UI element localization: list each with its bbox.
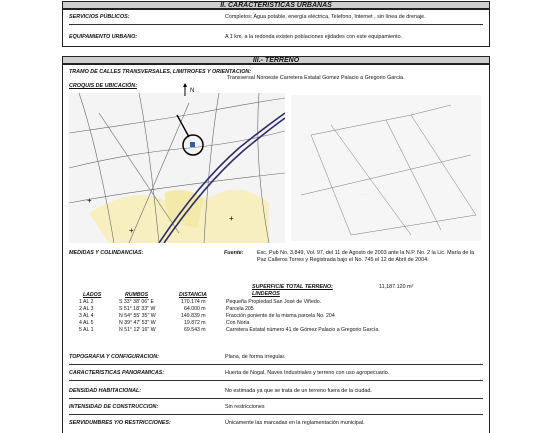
servicios-label: SERVICIOS PÚBLICOS:	[69, 14, 130, 20]
appraisal-page	[62, 0, 490, 433]
cell-lados: 4 AL 5	[79, 320, 94, 326]
table-row	[79, 306, 483, 313]
north-label: N	[190, 88, 195, 94]
servidumbres-label: SERVIDUMBRES Y/O RESTRICCIONES:	[69, 420, 171, 426]
cell-lados: 3 AL 4	[79, 313, 94, 319]
cell-rumbo: N 54° 55' 35" W	[119, 313, 156, 319]
topografia-label: TOPOGRAFIA Y CONFIGURACION:	[69, 354, 159, 360]
parcel-sketch	[291, 95, 481, 241]
cell-distancia: 149.839 m	[181, 313, 206, 319]
densidad-label: DENSIDAD HABITACIONAL:	[69, 388, 142, 394]
header-rumbos: RUMBOS	[125, 292, 149, 298]
equipamiento-label: EQUIPAMIENTO URBANO:	[69, 34, 138, 40]
header-distancia: DISTANCIA	[179, 292, 207, 298]
cell-lados: 5 AL 1	[79, 327, 94, 333]
divider	[69, 364, 483, 365]
cell-distancia: 19.872 m	[184, 320, 206, 326]
divider	[69, 24, 483, 25]
sketch-annotation: · · · ·	[361, 192, 368, 196]
intensidad-value: Sin restricciones	[225, 404, 265, 410]
cell-distancia: 64.000 m	[184, 306, 206, 312]
cell-colindancia: Carretera Estatal número 41 de Gómez Palacio a Gregorio García.	[226, 327, 380, 333]
cell-colindancia: Con Noria	[226, 320, 250, 326]
tramo-label: TRAMO DE CALLES TRANSVERSALES, LIMITROFES Y ORIENTACION:	[69, 69, 252, 75]
topografia-value: Plana, de forma irregular.	[225, 354, 286, 360]
cross-marker: +	[87, 196, 92, 205]
cross-marker: +	[229, 214, 234, 223]
linderos-label: LINDEROS	[252, 291, 280, 297]
cell-rumbo: N 51° 12' 16" W	[119, 327, 156, 333]
tramo-value: Transversal Noroeste Carretera Estatal Gomez Palacio a Gregorio Garcia.	[227, 75, 405, 81]
cell-rumbo: N 39° 47' 53" W	[119, 320, 156, 326]
panoramicas-value: Huerta de Nogal, Naves Industriales y terreno con uso agropecuario.	[225, 370, 390, 376]
location-map	[69, 93, 285, 243]
divider	[69, 414, 483, 415]
sketch-annotation: · · · · ·	[396, 148, 405, 152]
divider	[69, 398, 483, 399]
cell-colindancia: Fracción poniente de la misma parcela No. 204	[226, 313, 335, 319]
section-3-header: III.- TERRENO	[62, 56, 490, 64]
table-row	[79, 320, 483, 327]
servidumbres-value: Únicamente las marcadas en la reglamentación municipal.	[225, 420, 365, 426]
servicios-value: Completos: Agua potable, energía eléctrica, Telefono, Internet , sin línea de drenaje.	[225, 14, 426, 20]
medidas-label: MEDIDAS Y COLINDANCIAS:	[69, 250, 144, 256]
header-lados: LADOS	[83, 292, 102, 298]
fuente-text: Esc. Pub No. 3,849, Vol. 97, del 11 de Agosto de 2003 ante la N.P. No. 2 la Lic. María de la Paz Calleros Torres y Registrada bajo el No. 745 el 12 de Abril de 2004.	[257, 250, 475, 263]
superficie-value: 11,187.120 m²	[379, 284, 414, 290]
panoramicas-label: CARACTERISTICAS PANORAMICAS:	[69, 370, 165, 376]
cell-colindancia: Pequeña Propiedad San José de Viñedo.	[226, 299, 322, 305]
densidad-value: No estimada ya que se trata de un terreno fuera de la ciudad.	[225, 388, 372, 394]
cross-marker: +	[129, 226, 134, 235]
cell-rumbo: S 51° 18' 33" W	[119, 306, 156, 312]
intensidad-label: INTENSIDAD DE CONSTRUCCION:	[69, 404, 159, 410]
superficie-label: SUPERFICIE TOTAL TERRENO:	[252, 284, 333, 290]
section-3-box	[62, 64, 490, 433]
parcel-marker	[190, 142, 195, 147]
section-2-header: II. CARACTERISTICAS URBANAS	[62, 1, 490, 9]
cell-lados: 2 AL 3	[79, 306, 94, 312]
croquis-label: CROQUIS DE UBICACIÓN:	[69, 83, 137, 89]
cell-distancia: 170.174 m	[181, 299, 206, 305]
equipamiento-value: A 1 km. a la redonda existen poblaciones ejidades con este equipamiento.	[225, 34, 403, 40]
table-row	[79, 327, 483, 334]
section-2-box	[62, 9, 490, 47]
table-row	[79, 313, 483, 320]
table-row	[79, 299, 483, 306]
cell-lados: 1 AL 2	[79, 299, 94, 305]
divider	[69, 380, 483, 381]
cell-distancia: 69.543 m	[184, 327, 206, 333]
north-arrow-icon	[181, 83, 201, 97]
sketch-background	[291, 95, 481, 241]
cell-colindancia: Parcela 205	[226, 306, 254, 312]
cell-rumbo: S 33° 38' 06" E	[119, 299, 154, 305]
fuente-label: Fuente:	[224, 250, 244, 256]
